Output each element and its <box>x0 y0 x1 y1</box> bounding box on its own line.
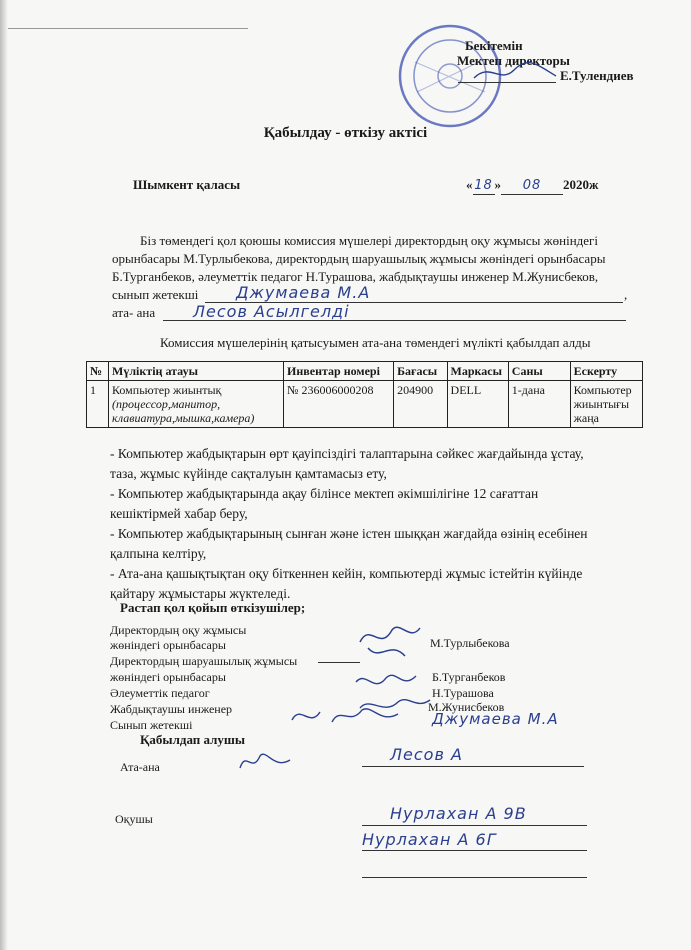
table-header-row <box>87 362 643 381</box>
cell-inventory: № 236006000208 <box>284 381 394 428</box>
receiver-student-handwritten1: Нурлахан А 9В <box>390 804 527 823</box>
receivers-title: Қабылдап алушы <box>140 732 246 747</box>
col-note: Ескерту <box>570 362 642 381</box>
assets-table <box>86 361 643 428</box>
col-inventory: Инвентар номері <box>284 362 394 381</box>
cell-qty: 1-дана <box>508 381 570 428</box>
table-row <box>87 381 643 428</box>
teacher-comma: , <box>624 287 628 302</box>
parent-signature-icon <box>236 746 296 778</box>
student-sign-line2 <box>362 850 587 851</box>
parent-handwritten: Лесов Асылгелді <box>193 302 350 321</box>
duty-line: - Компьютер жабдықтарының сынған және істен шыққан жағдайда өзінің есебінен <box>110 526 588 541</box>
parent-sign-line <box>362 766 584 767</box>
receiver-student-label: Оқушы <box>115 812 153 826</box>
parent-label: ата- ана <box>112 305 156 320</box>
intro-line2: орынбасары М.Турлыбекова, директордың шаруашылық жұмысы жөніндегі орынбасары <box>112 251 606 266</box>
page-title: Қабылдау - өткізу актісі <box>263 125 428 141</box>
signer-name: М.Жунисбеков <box>428 700 505 714</box>
top-divider <box>8 28 248 29</box>
date-year: 2020ж <box>563 177 599 192</box>
scan-edge <box>0 0 8 950</box>
receiver-student-handwritten2: Нурлахан А 6Г <box>362 830 497 849</box>
col-qty: Саны <box>508 362 570 381</box>
duty-line: кешіктірмей хабар беру, <box>110 506 248 521</box>
signer-role: жөніндегі орынбасары <box>110 638 226 652</box>
duty-line: қайтару жұмыстары жүктеледі. <box>110 586 291 601</box>
duty-line: қалпына келтіру, <box>110 546 207 561</box>
approval-line2: Мектеп директоры <box>457 53 570 68</box>
duty-line: - Компьютер жабдықтарын өрт қауіпсіздігі талаптарына сәйкес жағдайында ұстау, <box>110 446 584 461</box>
date-day: 18 <box>474 178 493 193</box>
signer-role: Директордың шаруашылық жұмысы <box>110 654 298 668</box>
cell-name-main: Компьютер жиынтық <box>112 383 222 397</box>
teacher-signature-name: Джумаева М.А <box>432 710 559 728</box>
student-sign-line3 <box>362 877 587 878</box>
intro-line3: Б.Турганбеков, әлеуметтік педагог Н.Турашова, жабдықтаушы инженер М.Жунисбеков, <box>112 269 599 284</box>
cell-price: 204900 <box>394 381 447 428</box>
col-no: № <box>87 362 109 381</box>
signer-role: жөніндегі орынбасары <box>110 670 226 684</box>
date-close-quote: » <box>494 177 501 192</box>
duty-line: таза, жұмыс күйінде сақталуын қамтамасыз ету, <box>110 466 387 481</box>
cell-brand: DELL <box>447 381 508 428</box>
cell-name <box>109 381 284 428</box>
signature-marks-icon <box>288 700 408 732</box>
place: Шымкент қаласы <box>133 177 241 192</box>
signer-name: М.Турлыбекова <box>430 636 510 650</box>
approval-line1: Бекітемін <box>465 38 523 53</box>
signer-name: Н.Турашова <box>432 686 494 700</box>
date-open-quote: « <box>466 177 473 192</box>
duties-list <box>110 444 588 604</box>
receiver-parent-handwritten: Лесов А <box>390 745 463 764</box>
subtitle: Комиссия мүшелерінің қатысуымен ата-ана төмендегі мүлікті қабылдап алды <box>160 335 591 350</box>
date-block <box>466 177 598 195</box>
signer-role: Сынып жетекші <box>110 718 193 732</box>
cell-no: 1 <box>87 381 109 428</box>
col-name: Мүліктің атауы <box>109 362 284 381</box>
cell-name-detail: (процессор,манитор, клавиатура,мышка,камера) <box>112 397 255 425</box>
director-name: Е.Тулендиев <box>560 68 634 83</box>
duty-line: - Компьютер жабдықтарында ақау білінсе мектеп әкімшілігіне 12 сағаттан <box>110 486 539 501</box>
teacher-label: сынып жетекші <box>112 287 199 302</box>
director-signature-icon <box>470 60 560 86</box>
intro-line1: Біз төмендегі қол қоюшы комиссия мүшелері директордың оқу жұмысы жөніндегі <box>140 233 599 248</box>
teacher-handwritten: Джумаева М.А <box>236 283 371 302</box>
cell-note: Компьютер жиынтығы жаңа <box>570 381 642 428</box>
student-sign-line1 <box>362 825 587 826</box>
col-price: Бағасы <box>394 362 447 381</box>
signers-title: Растап қол қойып өткізушілер; <box>120 600 306 615</box>
col-brand: Маркасы <box>447 362 508 381</box>
duty-line: - Ата-ана қашықтықтан оқу біткеннен кейін, компьютерді жұмыс істейтін күйінде <box>110 566 583 581</box>
signer-role: Директордың оқу жұмысы <box>110 623 247 637</box>
receiver-parent-label: Ата-ана <box>120 760 160 774</box>
signer-role: Әлеуметтік педагог <box>110 686 210 700</box>
signer-role: Жабдықтаушы инженер <box>110 702 233 716</box>
date-month: 08 <box>501 178 563 195</box>
signer-name: Б.Турганбеков <box>432 670 506 684</box>
